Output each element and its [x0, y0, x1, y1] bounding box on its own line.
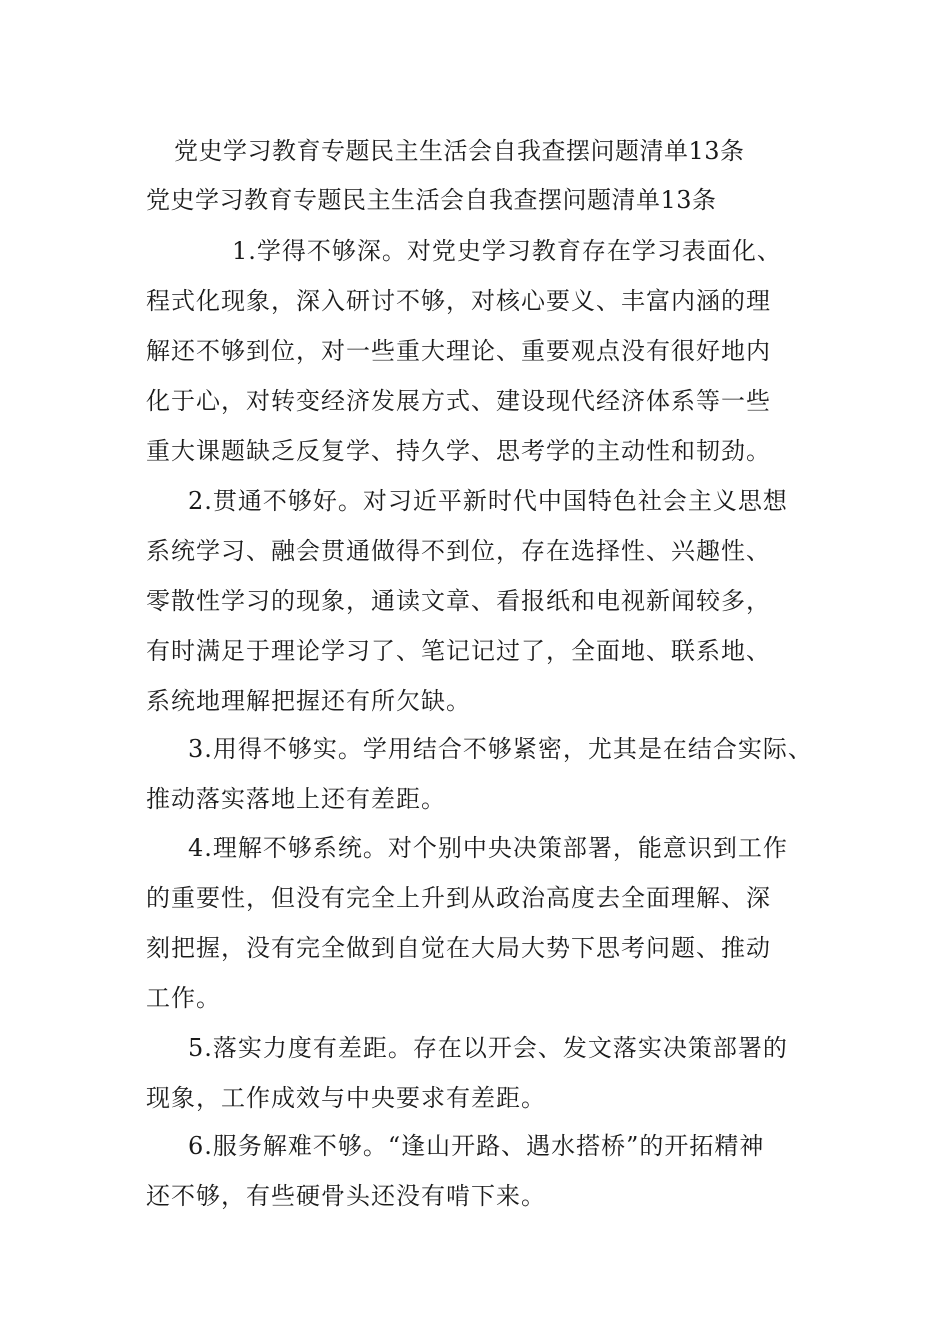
document-title-repeat: 党史学习教育专题民主生活会自我查摆问题清单13条 — [174, 137, 745, 165]
item-1-line-4: 化于心，对转变经济发展方式、建设现代经济体系等一些 — [146, 387, 771, 415]
item-3-line-1: 3.用得不够实。学用结合不够紧密，尤其是在结合实际、 — [188, 735, 813, 763]
item-5-line-2: 现象，工作成效与中央要求有差距。 — [146, 1084, 546, 1112]
item-4-line-4: 工作。 — [146, 984, 221, 1012]
item-1-line-2: 程式化现象，深入研讨不够，对核心要义、丰富内涵的理 — [146, 287, 771, 315]
item-1-line-3: 解还不够到位，对一些重大理论、重要观点没有很好地内 — [146, 337, 771, 365]
item-6-line-1: 6.服务解难不够。“逢山开路、遇水搭桥”的开拓精神 — [188, 1132, 765, 1160]
item-2-line-3: 零散性学习的现象，通读文章、看报纸和电视新闻较多， — [146, 587, 771, 615]
item-4-line-1: 4.理解不够系统。对个别中央决策部署，能意识到工作 — [188, 834, 788, 862]
item-2-line-4: 有时满足于理论学习了、笔记记过了，全面地、联系地、 — [146, 637, 771, 665]
item-4-line-3: 刻把握，没有完全做到自觉在大局大势下思考问题、推动 — [146, 934, 771, 962]
item-6-line-2: 还不够，有些硬骨头还没有啃下来。 — [146, 1182, 546, 1210]
item-3-line-2: 推动落实落地上还有差距。 — [146, 785, 446, 813]
item-1-line-1: 1.学得不够深。对党史学习教育存在学习表面化、 — [232, 237, 782, 265]
item-1-line-5: 重大课题缺乏反复学、持久学、思考学的主动性和韧劲。 — [146, 437, 771, 465]
item-2-line-5: 系统地理解把握还有所欠缺。 — [146, 687, 471, 715]
item-5-line-1: 5.落实力度有差距。存在以开会、发文落实决策部署的 — [188, 1034, 788, 1062]
document-title: 党史学习教育专题民主生活会自我查摆问题清单13条 — [146, 186, 717, 214]
item-2-line-1: 2.贯通不够好。对习近平新时代中国特色社会主义思想 — [188, 487, 788, 515]
item-4-line-2: 的重要性，但没有完全上升到从政治高度去全面理解、深 — [146, 884, 771, 912]
item-2-line-2: 系统学习、融会贯通做得不到位，存在选择性、兴趣性、 — [146, 537, 771, 565]
